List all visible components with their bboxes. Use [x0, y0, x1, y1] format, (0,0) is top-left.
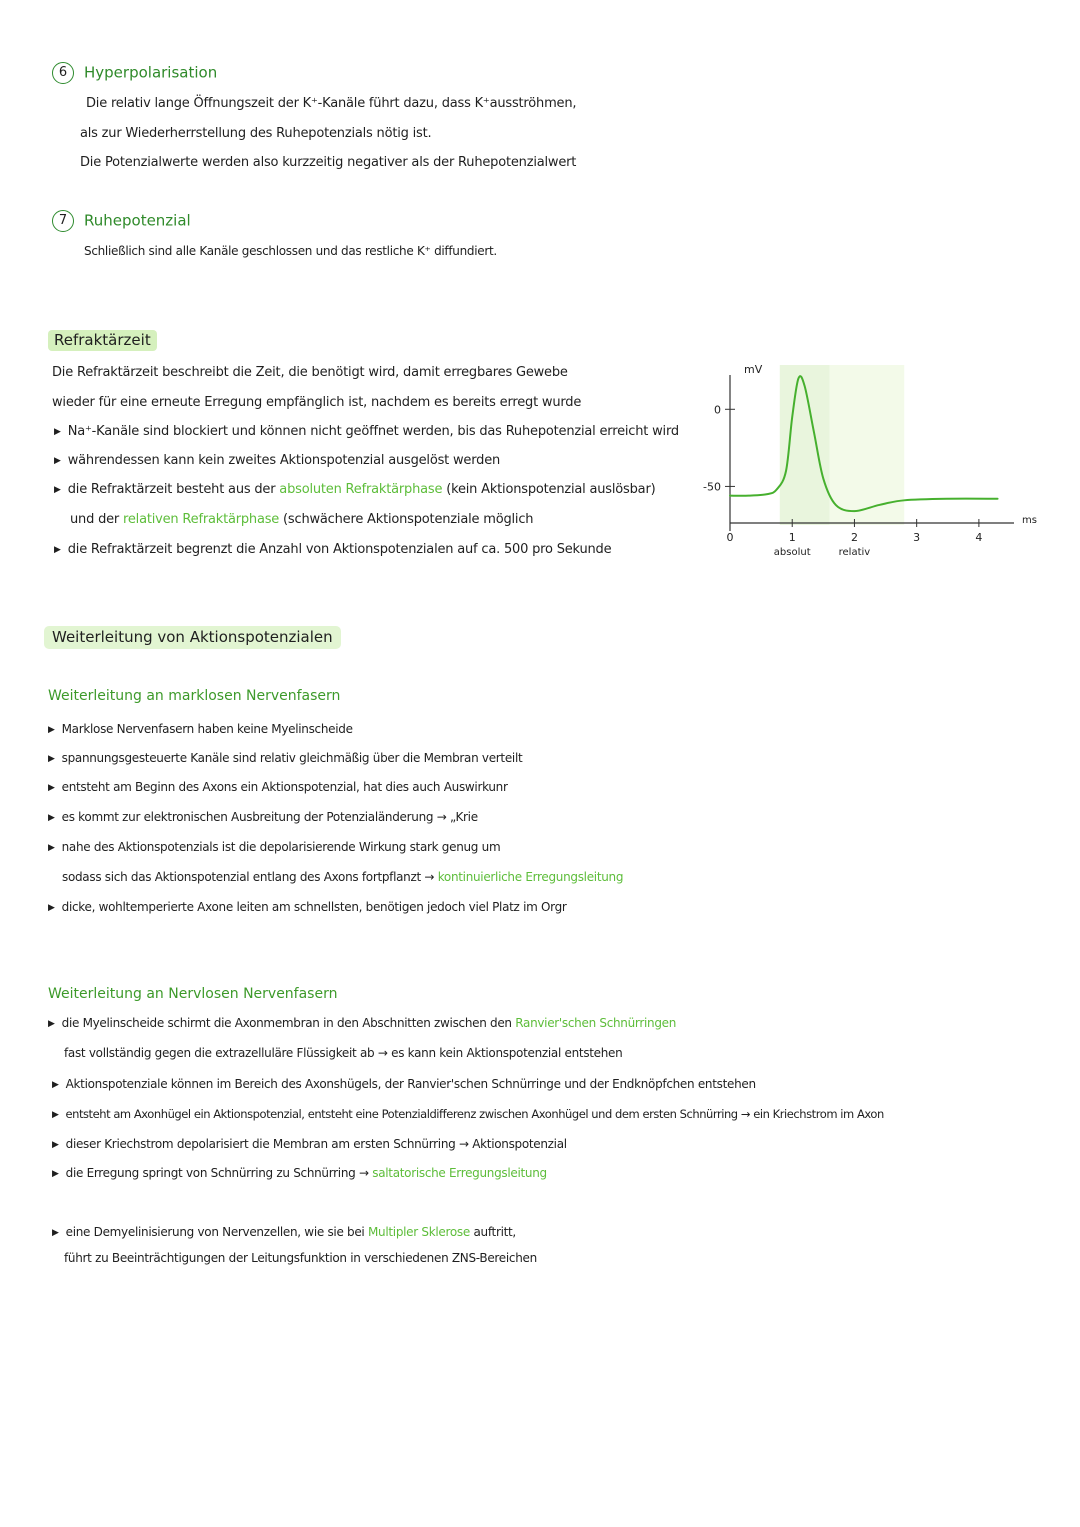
y-axis-label: mV	[744, 363, 763, 376]
highlight-term: relativen Refraktärphase	[123, 512, 280, 527]
bullet-item: ▶ spannungsgesteuerte Kanäle sind relativ gleichmäßig über die Membran verteilt	[48, 751, 522, 765]
bullet-item: ▶ entsteht am Axonhügel ein Aktionspotenzial, entsteht eine Potenzialdifferenz zwischen Axonhügel und dem ersten Schnürring → ein Kriechstrom im Axon	[52, 1107, 884, 1121]
bullet-item: ▶ dicke, wohltemperierte Axone leiten am schnellsten, benötigen jedoch viel Platz im Orgr	[48, 900, 567, 914]
bullet-item: ▶ Marklose Nervenfasern haben keine Myelinscheide	[48, 722, 353, 736]
highlight-term: Ranvier'schen Schnürringen	[515, 1016, 677, 1030]
highlight-term: Multipler Sklerose	[368, 1225, 470, 1239]
bullet-item: ▶ währendessen kann kein zweites Aktionspotenzial ausgelöst werden	[54, 453, 500, 468]
text: sodass sich das Aktionspotenzial entlang des Axons fortpflanzt →	[62, 870, 435, 884]
bullet-item	[48, 1016, 676, 1030]
x-tick-label: 4	[975, 531, 983, 544]
text-line: als zur Wiederherrstellung des Ruhepotenzials nötig ist.	[80, 126, 432, 141]
bullet-item: ▶ Na⁺-Kanäle sind blockiert und können nicht geöffnet werden, bis das Ruhepotenzial erreicht wird	[54, 424, 679, 439]
bullet-item	[54, 482, 655, 497]
subheading-marklos: Weiterleitung an marklosen Nervenfasern	[48, 688, 341, 704]
x-axis-label: ms	[1022, 515, 1037, 526]
section-6-title: Hyperpolarisation	[84, 63, 218, 82]
text: die Refraktärzeit besteht aus der	[67, 482, 276, 497]
text: auftritt,	[473, 1225, 516, 1239]
text-line	[70, 512, 533, 527]
text: eine Demyelinisierung von Nervenzellen, wie sie bei	[65, 1225, 365, 1239]
section-7-title: Ruhepotenzial	[84, 211, 191, 230]
weiterleitung-title: Weiterleitung von Aktionspotenzialen	[44, 626, 341, 649]
y-tick-label: -50	[703, 480, 721, 494]
text-line: Die Potenzialwerte werden also kurzzeitig negativer als der Ruhepotenzialwert	[80, 155, 577, 170]
action-potential-chart	[690, 355, 1035, 565]
y-tick-label: 0	[714, 403, 721, 417]
step-number-7: 7	[52, 210, 74, 232]
step-number-6: 6	[52, 62, 74, 84]
subheading-myelinisiert: Weiterleitung an Nervlosen Nervenfasern	[48, 986, 338, 1002]
text: (schwächere Aktionspotenziale möglich	[283, 512, 534, 527]
text-line: führt zu Beeinträchtigungen der Leitungsfunktion in verschiedenen ZNS-Bereichen	[64, 1251, 537, 1265]
weiterleitung-heading	[44, 628, 341, 646]
bullet-item: ▶ Aktionspotenziale können im Bereich des Axonshügels, der Ranvier'schen Schnürringe und der Endknöpfchen entstehen	[52, 1077, 756, 1091]
highlight-term: saltatorische Erregungsleitung	[372, 1166, 547, 1180]
text-line: Die relativ lange Öffnungszeit der K⁺-Kanäle führt dazu, dass K⁺ausströhmen,	[86, 96, 577, 111]
bullet-item: ▶ die Refraktärzeit begrenzt die Anzahl von Aktionspotenzialen auf ca. 500 pro Sekunde	[54, 542, 611, 557]
text: die Myelinscheide schirmt die Axonmembran in den Abschnitten zwischen den	[61, 1016, 512, 1030]
region-label-absolut: absolut	[773, 547, 811, 558]
bullet-item: ▶ es kommt zur elektronischen Ausbreitung der Potenzialänderung → „Krie	[48, 810, 478, 824]
section-7-heading	[52, 210, 191, 232]
bullet-item	[52, 1225, 516, 1239]
bullet-item: ▶ dieser Kriechstrom depolarisiert die Membran am ersten Schnürring → Aktionspotenzial	[52, 1137, 567, 1151]
bullet-item	[52, 1166, 547, 1180]
text: die Erregung springt von Schnürring zu Schnürring →	[65, 1166, 369, 1180]
highlight-term: absoluten Refraktärphase	[279, 482, 443, 497]
text-line: Schließlich sind alle Kanäle geschlossen und das restliche K⁺ diffundiert.	[84, 244, 497, 258]
text: (kein Aktionspotenzial auslösbar)	[446, 482, 656, 497]
region-label-relativ: relativ	[838, 547, 871, 558]
text: und der	[70, 512, 120, 527]
bullet-item: ▶ nahe des Aktionspotenzials ist die depolarisierende Wirkung stark genug um	[48, 840, 500, 854]
text-line: wieder für eine erneute Erregung empfänglich ist, nachdem es bereits erregt wurde	[52, 395, 582, 410]
x-tick-label: 0	[726, 531, 734, 544]
text-line: Die Refraktärzeit beschreibt die Zeit, die benötigt wird, damit erregbares Gewebe	[52, 365, 568, 380]
bullet-item: ▶ entsteht am Beginn des Axons ein Aktionspotenzial, hat dies auch Auswirkunr	[48, 780, 508, 794]
refraktaerzeit-heading	[48, 331, 157, 349]
x-tick-label: 1	[788, 531, 796, 544]
x-tick-label: 3	[913, 531, 921, 544]
section-6-heading	[52, 62, 217, 84]
refraktaerzeit-title: Refraktärzeit	[48, 330, 157, 351]
x-tick-label: 2	[850, 531, 858, 544]
text-line: fast vollständig gegen die extrazelluläre Flüssigkeit ab → es kann kein Aktionspotenzial entstehen	[64, 1046, 623, 1060]
highlight-term: kontinuierliche Erregungsleitung	[437, 870, 624, 884]
text-line	[62, 870, 623, 884]
